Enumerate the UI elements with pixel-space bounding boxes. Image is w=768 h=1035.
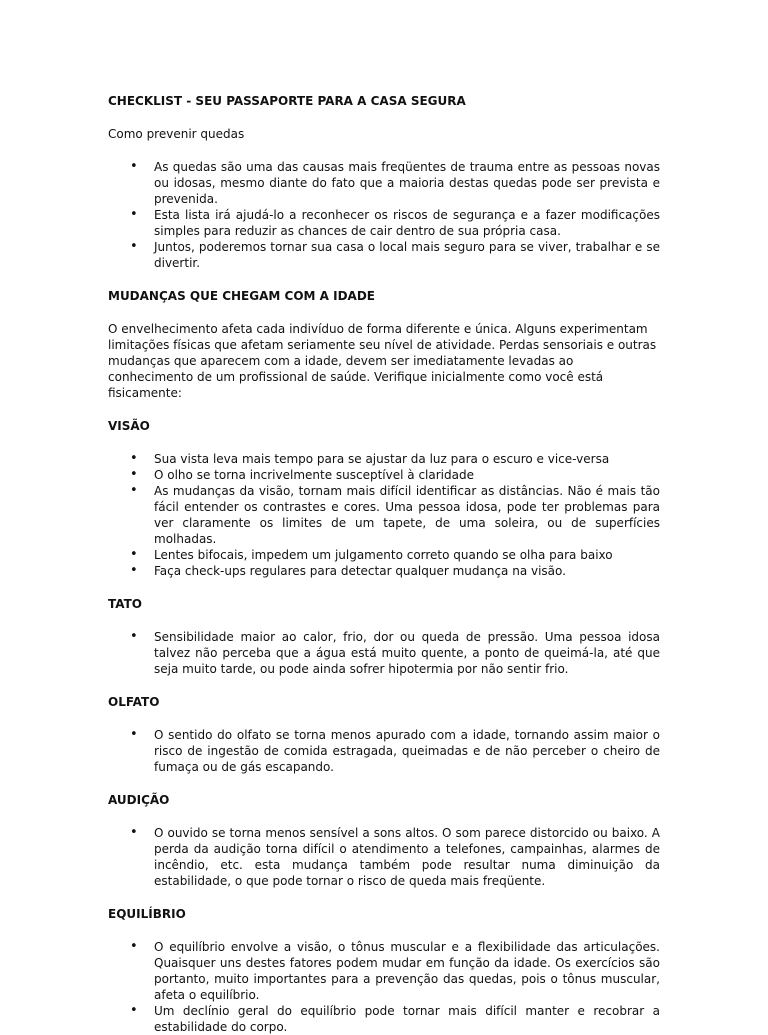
touch-bullet-list [108,629,660,677]
balance-list-item: • O equilíbrio envolve a visão, o tônus muscular e a flexibilidade das articulações. Quaisquer uns destes fatores podem mudar em função da idade. Os exercícios são portanto, muito importantes para a prevenção das quedas, pois o tônus muscular, afeta o equilíbrio. [108,939,660,1003]
intro-list-item: • As quedas são uma das causas mais freqüentes de trauma entre as pessoas novas ou idosas, mesmo diante do fato que a maioria destas quedas pode ser prevista e prevenida. [108,159,660,207]
document-subtitle: Como prevenir quedas [108,127,245,141]
section-heading-smell: OLFATO [108,695,160,709]
section-heading-vision: VISÃO [108,419,150,433]
vision-bullet-list [108,451,660,579]
aging-paragraph: O envelhecimento afeta cada indivíduo de forma diferente e única. Alguns experimentam limitações físicas que afetam seriamente seu nível de atividade. Perdas sensoriais e outras mudanças que aparecem com a idade, devem ser imediatamente levadas ao conhecimento de um profissional de saúde. Verifique inicialmente como você está fisicamente: [108,322,657,400]
vision-list-item: • As mudanças da visão, tornam mais difícil identificar as distâncias. Não é mais tão fácil entender os contrastes e cores. Uma pessoa idosa, pode ter problemas para ver claramente os limites de um tapete, de uma soleira, ou de superfícies molhadas. [108,483,660,547]
section-heading-hearing: AUDIÇÃO [108,793,170,807]
vision-list-item: • Lentes bifocais, impedem um julgamento correto quando se olha para baixo [108,547,660,563]
balance-list-item: • Um declínio geral do equilíbrio pode tornar mais difícil manter e recobrar a estabilidade do corpo. [108,1003,660,1035]
document-content [108,90,660,1035]
section-heading-touch: TATO [108,597,142,611]
vision-list-item: • O olho se torna incrivelmente susceptível à claridade [108,467,660,483]
touch-list-item: • Sensibilidade maior ao calor, frio, dor ou queda de pressão. Uma pessoa idosa talvez não perceba que a água está muito quente, a ponto de queimá-la, até que seja muito tarde, ou pode ainda sofrer hipotermia por não sentir frio. [108,629,660,677]
intro-list-item: • Esta lista irá ajudá-lo a reconhecer os riscos de segurança e a fazer modificações simples para reduzir as chances de cair dentro de sua própria casa. [108,207,660,239]
hearing-bullet-list [108,825,660,889]
vision-list-item: • Faça check-ups regulares para detectar qualquer mudança na visão. [108,563,660,579]
intro-list-item: • Juntos, poderemos tornar sua casa o local mais seguro para se viver, trabalhar e se divertir. [108,239,660,271]
smell-list-item: • O sentido do olfato se torna menos apurado com a idade, tornando assim maior o risco de ingestão de comida estragada, queimadas e de não perceber o cheiro de fumaça ou de gás escapando. [108,727,660,775]
intro-bullet-list [108,159,660,271]
section-heading-balance: EQUILÍBRIO [108,907,186,921]
document-title: CHECKLIST - SEU PASSAPORTE PARA A CASA SEGURA [108,94,466,108]
smell-bullet-list [108,727,660,775]
section-heading-aging: MUDANÇAS QUE CHEGAM COM A IDADE [108,289,375,303]
hearing-list-item: • O ouvido se torna menos sensível a sons altos. O som parece distorcido ou baixo. A perda da audição torna difícil o atendimento a telefones, campainhas, alarmes de incêndio, etc. esta mudança também pode resultar numa diminuição da estabilidade, o que pode tornar o risco de queda mais freqüente. [108,825,660,889]
balance-bullet-list [108,939,660,1035]
vision-list-item: • Sua vista leva mais tempo para se ajustar da luz para o escuro e vice-versa [108,451,660,467]
